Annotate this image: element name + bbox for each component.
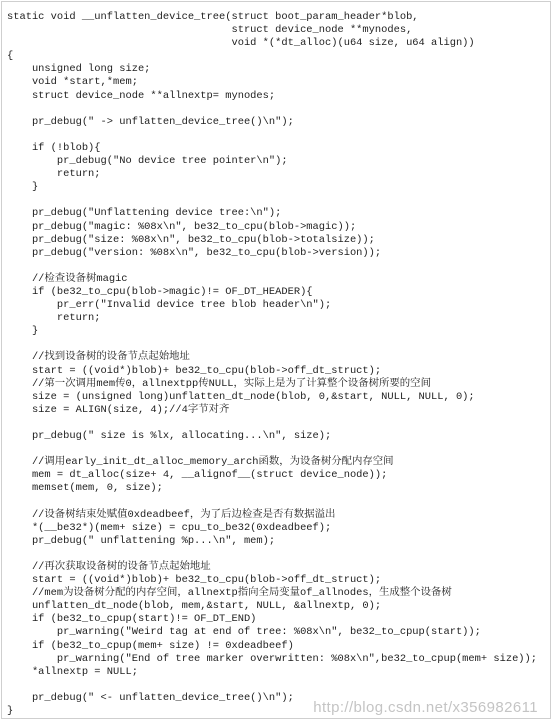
code-line: //第一次调用mem传0，allnextpp传NULL，实际上是为了计算整个设备树所要的空间 [7,377,431,390]
code-line: //调用early_init_dt_alloc_memory_arch函数，为设备树分配内存空间 [7,456,394,469]
code-line: pr_debug("No device tree pointer\n"); [7,155,288,168]
watermark-text: http://blog.csdn.net/x356982611 [313,699,538,716]
code-line [7,338,546,351]
code-line: if (be32_to_cpup(start)!= OF_DT_END) [7,613,257,626]
code-line [7,417,546,430]
code-line: pr_debug(" -> unflatten_device_tree()\n"); [7,115,294,128]
code-line: //设备树结束处赋值0xdeadbeef，为了后边检查是否有数据溢出 [7,508,336,521]
code-line [7,443,546,456]
code-line [7,103,546,116]
code-line: start = ((void*)blob)+ be32_to_cpu(blob->off_dt_struct); [7,574,382,587]
code-line: return; [7,168,101,181]
code-line: mem = dt_alloc(size+ 4, __alignof__(struct device_node)); [7,469,388,482]
code-line: if (be32_to_cpup(mem+ size) != 0xdeadbeef) [7,639,294,652]
code-line: } [7,181,39,194]
code-line: memset(mem, 0, size); [7,482,163,495]
code-line: //mem为设备树分配的内存空间，allnextp指向全局变量of_allnodes，生成整个设备树 [7,587,452,600]
code-line: return; [7,312,101,325]
code-line: if (!blob){ [7,141,101,154]
code-line [7,548,546,561]
code-line: { [7,50,14,63]
code-line: start = ((void*)blob)+ be32_to_cpu(blob->off_dt_struct); [7,364,382,377]
code-line [7,129,546,142]
code-line: pr_warning("Weird tag at end of tree: %08x\n", be32_to_cpup(start)); [7,626,481,639]
code-line: //再次获取设备树的设备节点起始地址 [7,560,211,573]
code-line: struct device_node **allnextp= mynodes; [7,89,276,102]
code-line: pr_debug(" unflattening %p...\n", mem); [7,534,276,547]
code-line: pr_warning("End of tree marker overwritten: %08x\n",be32_to_cpup(mem+ size)); [7,652,538,665]
code-line: pr_debug(" <- unflatten_device_tree()\n"); [7,691,294,704]
code-line: size = (unsigned long)unflatten_dt_node(blob, 0,&start, NULL, NULL, 0); [7,390,475,403]
code-line: pr_debug(" size is %lx, allocating...\n", size); [7,430,332,442]
code-line: void *(*dt_alloc)(u64 size, u64 align)) [7,37,475,50]
code-line: pr_err("Invalid device tree blob header\n"); [7,299,332,312]
code-line: pr_debug("magic: %08x\n", be32_to_cpu(blob->magic)); [7,220,357,233]
code-line [7,495,546,508]
code-line: *allnextp = NULL; [7,665,138,678]
code-block [7,11,546,718]
code-line: } [7,704,14,717]
code-line: if (be32_to_cpu(blob->magic)!= OF_DT_HEADER){ [7,285,313,298]
code-line: //找到设备树的设备节点起始地址 [7,351,190,364]
code-line: unflatten_dt_node(blob, mem,&start, NULL, &allnextp, 0); [7,600,382,613]
code-line: static void __unflatten_device_tree(struct boot_param_header*blob, [7,11,419,23]
code-line: void *start,*mem; [7,76,138,89]
code-line: //检查设备树magic [7,272,128,285]
code-line: } [7,325,39,338]
code-line: *(__be32*)(mem+ size) = cpu_to_be32(0xdeadbeef); [7,521,332,534]
code-line [7,679,546,692]
code-line [7,260,546,273]
code-line: pr_debug("Unflattening device tree:\n"); [7,207,282,220]
code-line: struct device_node **mynodes, [7,24,413,37]
code-line: pr_debug("size: %08x\n", be32_to_cpu(blob->totalsize)); [7,233,375,246]
code-line: unsigned long size; [7,63,151,76]
code-line: size = ALIGN(size, 4);//4字节对齐 [7,403,230,416]
code-line [7,194,546,207]
code-line: pr_debug("version: %08x\n", be32_to_cpu(blob->version)); [7,246,382,259]
code-frame [1,1,551,719]
